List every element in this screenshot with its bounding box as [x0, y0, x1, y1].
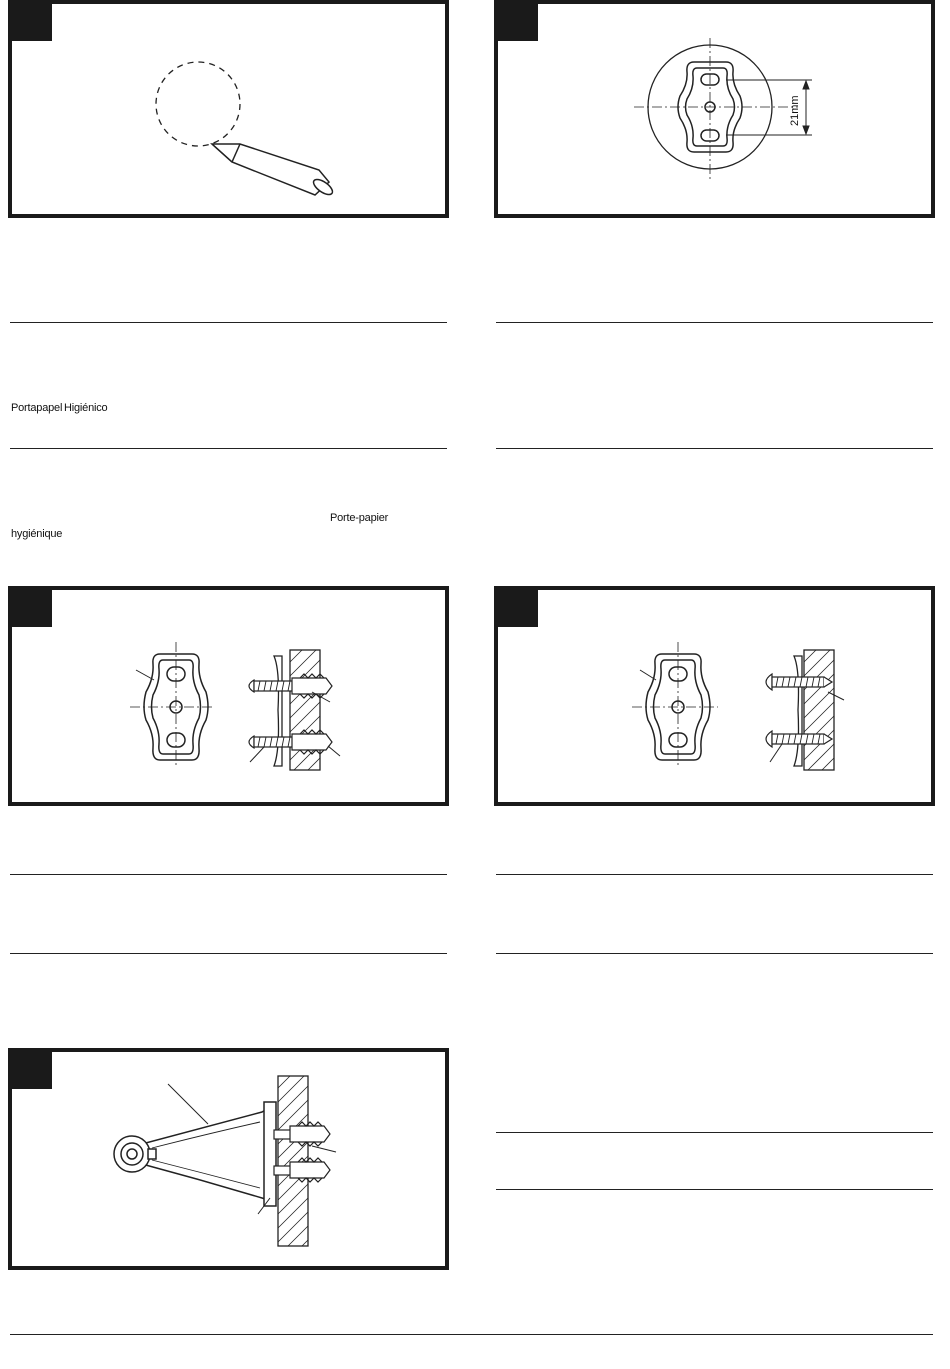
french-word-hygienique: hygiénique [11, 528, 63, 540]
divider-rule [10, 874, 447, 875]
divider-rule [496, 448, 933, 449]
direct-mounting-illustration [498, 590, 931, 802]
bracket-front-view [632, 642, 718, 766]
divider-rule [496, 1132, 933, 1133]
divider-rule [10, 953, 447, 954]
center-lines [634, 38, 798, 180]
leader-line [640, 670, 656, 680]
step-panel-side-section [8, 1048, 449, 1270]
bracket-side-profile [794, 656, 802, 766]
bracket-front-view [130, 642, 214, 766]
spanish-word-higienico: Higiénico [64, 402, 108, 414]
holder-arm [142, 1102, 276, 1206]
step-panel-direct-mounting [494, 586, 935, 806]
leader-line [136, 670, 154, 680]
screw-lower [766, 731, 832, 747]
divider-rule [496, 322, 933, 323]
dashed-circle-mark [156, 62, 240, 146]
divider-rule [496, 874, 933, 875]
step-panel-bracket-dimension [494, 0, 935, 218]
footer-rule [10, 1334, 933, 1335]
divider-rule [496, 1189, 933, 1190]
pencil-icon [212, 144, 335, 197]
bracket-side-profile [274, 656, 282, 766]
divider-rule [10, 448, 447, 449]
step-panel-mark [8, 0, 449, 218]
wall-section [278, 1076, 308, 1246]
divider-rule [496, 953, 933, 954]
side-section-illustration [12, 1052, 445, 1266]
french-word-porte-papier: Porte-papier [330, 512, 389, 524]
screw-upper [766, 674, 832, 690]
mark-illustration [12, 4, 445, 214]
wall-section [290, 650, 320, 770]
anchor-mounting-illustration [12, 590, 445, 802]
dimension-label: 21mm [789, 95, 801, 126]
step-panel-anchor-mounting [8, 586, 449, 806]
spanish-word-portapapel: Portapapel [11, 402, 63, 414]
divider-rule [10, 322, 447, 323]
wall-section [804, 650, 834, 770]
bracket-dimension-illustration [498, 4, 931, 214]
